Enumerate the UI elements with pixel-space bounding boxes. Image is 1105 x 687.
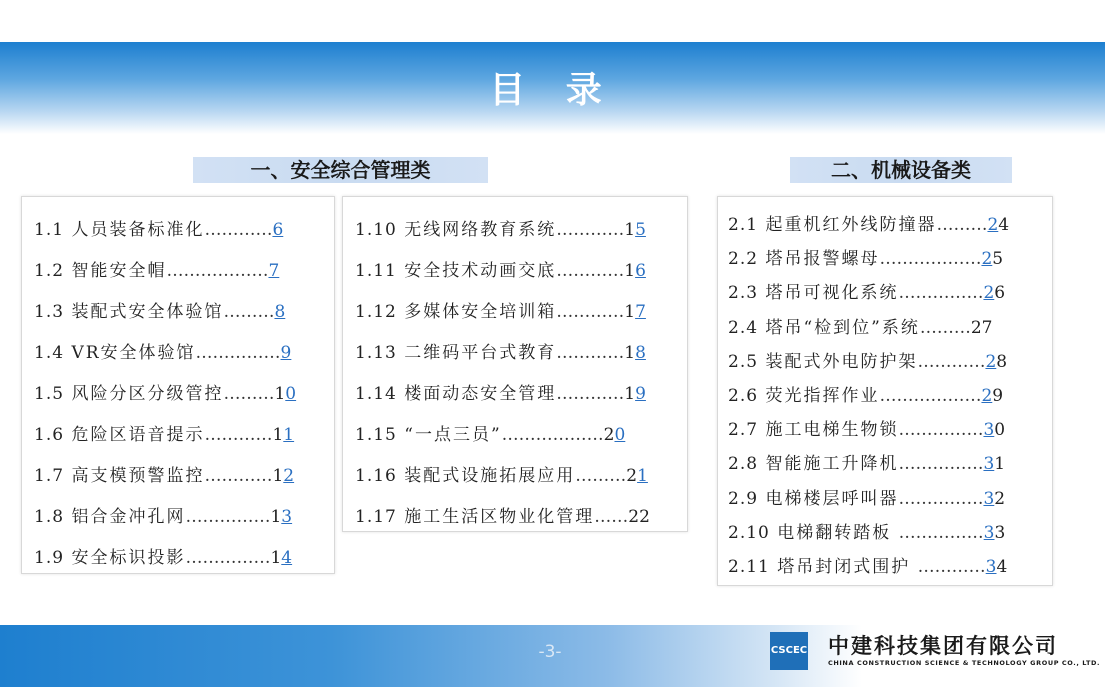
- toc-page-link[interactable]: 3: [985, 557, 997, 577]
- toc-item-leader: ……: [594, 507, 629, 527]
- toc-item-page: [628, 507, 650, 527]
- toc-item[interactable]: [34, 420, 294, 445]
- toc-item-leader: …………: [204, 466, 273, 486]
- company-logo: CSCEC: [770, 632, 808, 670]
- toc-item-label: 安全标识投影: [71, 548, 186, 568]
- toc-item[interactable]: [728, 415, 1005, 440]
- toc-item-label: 二维码平台式教育: [404, 343, 557, 363]
- toc-page-link[interactable]: 3: [281, 507, 293, 527]
- toc-item-leader: ……………: [898, 454, 984, 475]
- toc-item-leader: …………: [556, 384, 625, 404]
- toc-page-link[interactable]: 2: [987, 215, 999, 235]
- toc-item-page: [981, 249, 1003, 269]
- toc-item-number: 2.11: [728, 557, 770, 577]
- toc-item-number: 2.1: [728, 215, 759, 235]
- toc-page-prefix: 1: [270, 548, 282, 568]
- toc-box-col2: [342, 196, 688, 532]
- toc-page-link[interactable]: 6: [272, 220, 284, 240]
- toc-page-link[interactable]: 9: [280, 343, 292, 363]
- toc-item[interactable]: [355, 338, 646, 363]
- toc-item[interactable]: [34, 297, 285, 322]
- toc-item-page: [268, 261, 279, 281]
- toc-item[interactable]: [355, 297, 646, 322]
- toc-page-link[interactable]: 3: [983, 488, 995, 509]
- toc-page-prefix: 1: [624, 220, 636, 240]
- toc-page-prefix: 1: [272, 425, 284, 445]
- toc-item-label: 装配式安全体验馆: [71, 302, 224, 322]
- toc-item-number: 1.10: [355, 220, 397, 240]
- toc-item-page: [981, 386, 1003, 406]
- toc-item-label: 高支模预警监控: [71, 466, 205, 486]
- toc-item-number: 2.6: [728, 386, 759, 406]
- toc-item-number: 2.8: [728, 454, 759, 475]
- toc-item-label: 智能施工升降机: [765, 454, 899, 475]
- toc-page-link[interactable]: 3: [983, 522, 995, 543]
- toc-item[interactable]: [728, 210, 1009, 235]
- toc-item-page: [270, 507, 292, 527]
- toc-page-link[interactable]: 3: [983, 420, 995, 441]
- toc-item-page: [604, 425, 626, 445]
- toc-item-leader: …………: [556, 343, 625, 363]
- toc-item-leader: …………: [204, 220, 273, 240]
- toc-item[interactable]: [355, 256, 646, 281]
- company-name-english: CHINA CONSTRUCTION SCIENCE & TECHNOLOGY GROUP CO., LTD.: [828, 659, 1101, 667]
- toc-item-number: 2.10: [728, 522, 770, 543]
- toc-page-link[interactable]: 0: [285, 384, 297, 404]
- toc-item[interactable]: [728, 381, 1003, 406]
- toc-item-leader: …………: [556, 261, 625, 281]
- toc-item[interactable]: [34, 461, 294, 486]
- toc-item-page: [983, 489, 1005, 509]
- toc-item-leader: ……………: [898, 283, 984, 304]
- toc-page-link[interactable]: 2: [981, 249, 993, 270]
- section-header-machinery: 二、机械设备类: [790, 157, 1012, 183]
- toc-item-page: [272, 220, 283, 240]
- toc-item[interactable]: [34, 338, 291, 363]
- toc-page-suffix: 3: [994, 522, 1006, 543]
- toc-item-label: 安全技术动画交底: [404, 261, 557, 281]
- toc-item-label: 多媒体安全培训箱: [404, 302, 557, 322]
- toc-page-prefix: 1: [272, 466, 284, 486]
- toc-item-number: 2.9: [728, 488, 759, 509]
- toc-item-page: [624, 302, 646, 322]
- toc-item-page: [983, 454, 1005, 474]
- toc-page-link[interactable]: 4: [281, 548, 293, 568]
- toc-item-label: 装配式外电防护架: [765, 351, 918, 372]
- toc-item-leader: ………………: [879, 249, 982, 270]
- toc-item-page: [624, 343, 646, 363]
- toc-page-link[interactable]: 8: [635, 343, 646, 363]
- page-number: -3-: [538, 642, 562, 662]
- toc-item[interactable]: [355, 379, 646, 404]
- toc-page-suffix: 2: [994, 488, 1006, 509]
- toc-item-label: 电梯楼层呼叫器: [765, 488, 899, 509]
- toc-item-number: 1.16: [355, 466, 397, 486]
- toc-item[interactable]: [34, 256, 279, 281]
- toc-item-number: 2.3: [728, 283, 759, 304]
- toc-item-page: [270, 548, 292, 568]
- toc-page-link[interactable]: 5: [635, 220, 646, 240]
- toc-item-number: 1.12: [355, 302, 397, 322]
- toc-item-page: [281, 343, 292, 363]
- toc-item-page: [624, 220, 646, 240]
- toc-page-suffix: 4: [996, 557, 1008, 577]
- toc-item-leader: ……………: [185, 548, 271, 568]
- toc-page-prefix: 2: [626, 466, 638, 486]
- toc-page-link[interactable]: 9: [635, 384, 646, 404]
- toc-page-prefix: 2: [603, 425, 615, 445]
- toc-item-page: [986, 557, 1008, 577]
- toc-item-number: 1.14: [355, 384, 397, 404]
- toc-item-label: 施工电梯生物锁: [765, 420, 899, 441]
- toc-item-leader: …………: [204, 425, 273, 445]
- toc-item[interactable]: [728, 313, 992, 338]
- toc-item-leader: …………: [556, 220, 625, 240]
- toc-item-label: “一点三员”: [404, 425, 502, 445]
- toc-item-leader: …………: [917, 351, 986, 372]
- toc-item-label: 人员装备标准化: [71, 220, 205, 240]
- toc-item-number: 2.2: [728, 249, 759, 270]
- toc-page-suffix: 6: [994, 283, 1006, 304]
- toc-item-leader: ………: [223, 302, 275, 322]
- toc-page-prefix: 1: [274, 384, 286, 404]
- toc-page-suffix: 9: [992, 386, 1004, 406]
- toc-item-number: 1.15: [355, 425, 397, 445]
- toc-page-link[interactable]: 2: [981, 386, 993, 406]
- toc-box-col3: [717, 196, 1053, 586]
- toc-box-col1: [21, 196, 335, 574]
- toc-item-page: [987, 215, 1009, 235]
- toc-page-link[interactable]: 2: [283, 466, 295, 486]
- toc-item-label: 铝合金冲孔网: [71, 507, 186, 527]
- toc-item-label: 智能安全帽: [71, 261, 167, 281]
- toc-item-label: 电梯翻转踏板: [777, 522, 899, 543]
- page-title: 目 录: [489, 70, 616, 111]
- toc-page-prefix: 1: [624, 261, 636, 281]
- toc-item-leader: ……………: [898, 488, 984, 509]
- toc-item[interactable]: [728, 449, 1005, 474]
- toc-page-prefix: 1: [624, 343, 636, 363]
- toc-page-suffix: 5: [992, 249, 1004, 270]
- toc-item-label: 风险分区分级管控: [71, 384, 224, 404]
- toc-page-link[interactable]: 6: [635, 261, 646, 281]
- company-name: 中建科技集团有限公司: [828, 634, 1058, 658]
- toc-item-leader: ……………: [898, 522, 984, 543]
- toc-item-label: 施工生活区物业化管理: [404, 507, 595, 527]
- section-header-safety: 一、安全综合管理类: [193, 157, 488, 183]
- toc-item-leader: ……………: [195, 343, 281, 363]
- toc-page-suffix: 0: [994, 420, 1006, 441]
- toc-item-label: 塔吊报警螺母: [765, 249, 880, 270]
- toc-item-page: [624, 261, 646, 281]
- toc-page-suffix: 1: [994, 454, 1006, 475]
- toc-item[interactable]: [355, 502, 650, 527]
- toc-item-label: 楼面动态安全管理: [404, 384, 557, 404]
- toc-item-label: 塔吊封闭式围护: [777, 557, 918, 577]
- toc-page-link[interactable]: 2: [983, 283, 995, 304]
- toc-item-leader: ………: [936, 215, 988, 235]
- toc-item-page: [971, 318, 993, 338]
- toc-item-number: 1.5: [34, 384, 65, 404]
- toc-item-number: 1.9: [34, 548, 65, 568]
- toc-item-leader: ………: [223, 384, 275, 404]
- toc-item[interactable]: [355, 215, 646, 240]
- toc-page-prefix: 1: [624, 384, 636, 404]
- toc-item[interactable]: [728, 278, 1005, 303]
- toc-item-page: [272, 425, 294, 445]
- toc-item-number: 1.11: [355, 261, 397, 281]
- toc-item[interactable]: [34, 379, 296, 404]
- toc-item-page: [272, 466, 294, 486]
- toc-item[interactable]: [728, 347, 1007, 372]
- toc-item[interactable]: [728, 244, 1003, 269]
- toc-item-number: 1.7: [34, 466, 65, 486]
- toc-item-leader: …………: [556, 302, 625, 322]
- toc-item[interactable]: [728, 518, 1005, 543]
- toc-item-leader: ………: [919, 317, 971, 338]
- toc-page-suffix: 8: [996, 351, 1008, 372]
- toc-item-number: 1.4: [34, 343, 65, 363]
- toc-item-number: 1.2: [34, 261, 65, 281]
- toc-item-label: 危险区语音提示: [71, 425, 205, 445]
- toc-item-page: [983, 283, 1005, 303]
- toc-page-link[interactable]: 3: [983, 454, 995, 475]
- toc-item[interactable]: [355, 420, 625, 445]
- toc-page-link[interactable]: 7: [268, 261, 280, 281]
- toc-item-leader: ………: [575, 466, 627, 486]
- toc-page-suffix: 4: [998, 215, 1010, 235]
- toc-item-leader: ………………: [166, 261, 269, 281]
- toc-page-suffix: 27: [970, 317, 993, 338]
- toc-item-page: [274, 302, 285, 322]
- toc-item-page: [624, 384, 646, 404]
- toc-item-number: 1.8: [34, 507, 65, 527]
- toc-item-label: 塔吊可视化系统: [765, 283, 899, 304]
- toc-page-link[interactable]: 1: [283, 425, 295, 445]
- toc-item-label: 荧光指挥作业: [765, 386, 880, 406]
- toc-page-link[interactable]: 1: [637, 466, 648, 486]
- toc-item-number: 1.3: [34, 302, 65, 322]
- toc-page-link[interactable]: 0: [614, 425, 626, 445]
- toc-item[interactable]: [355, 461, 648, 486]
- toc-item-number: 2.4: [728, 317, 759, 338]
- toc-item-leader: ……………: [185, 507, 271, 527]
- toc-item[interactable]: [34, 502, 292, 527]
- toc-item-label: 塔吊“检到位”系统: [765, 317, 920, 338]
- toc-item-page: [984, 523, 1006, 543]
- toc-item-page: [985, 352, 1007, 372]
- toc-item-label: 起重机红外线防撞器: [765, 215, 937, 235]
- toc-item[interactable]: [34, 215, 283, 240]
- toc-item[interactable]: [728, 484, 1005, 509]
- toc-item-label: VR安全体验馆: [71, 343, 196, 363]
- toc-item-number: 2.7: [728, 420, 759, 441]
- toc-item-leader: ………………: [879, 386, 982, 406]
- toc-item-number: 2.5: [728, 351, 759, 372]
- toc-item-leader: …………: [917, 557, 986, 577]
- toc-item-number: 1.17: [355, 507, 397, 527]
- toc-item-page: [274, 384, 296, 404]
- toc-item-leader: ………………: [501, 425, 604, 445]
- toc-item-number: 1.1: [34, 220, 65, 240]
- toc-item-label: 无线网络教育系统: [404, 220, 557, 240]
- toc-item-page: [626, 466, 648, 486]
- toc-page-link[interactable]: 8: [274, 302, 286, 322]
- toc-item-number: 1.13: [355, 343, 397, 363]
- toc-item[interactable]: [728, 552, 1007, 577]
- toc-item-number: 1.6: [34, 425, 65, 445]
- toc-page-prefix: 1: [624, 302, 636, 322]
- toc-page-prefix: 22: [628, 507, 650, 527]
- toc-page-link[interactable]: 7: [635, 302, 646, 322]
- toc-item-page: [983, 420, 1005, 440]
- toc-item-label: 装配式设施拓展应用: [404, 466, 576, 486]
- toc-item[interactable]: [34, 543, 292, 568]
- toc-item-leader: ……………: [898, 420, 984, 441]
- toc-page-prefix: 1: [270, 507, 282, 527]
- toc-page-link[interactable]: 2: [985, 351, 997, 372]
